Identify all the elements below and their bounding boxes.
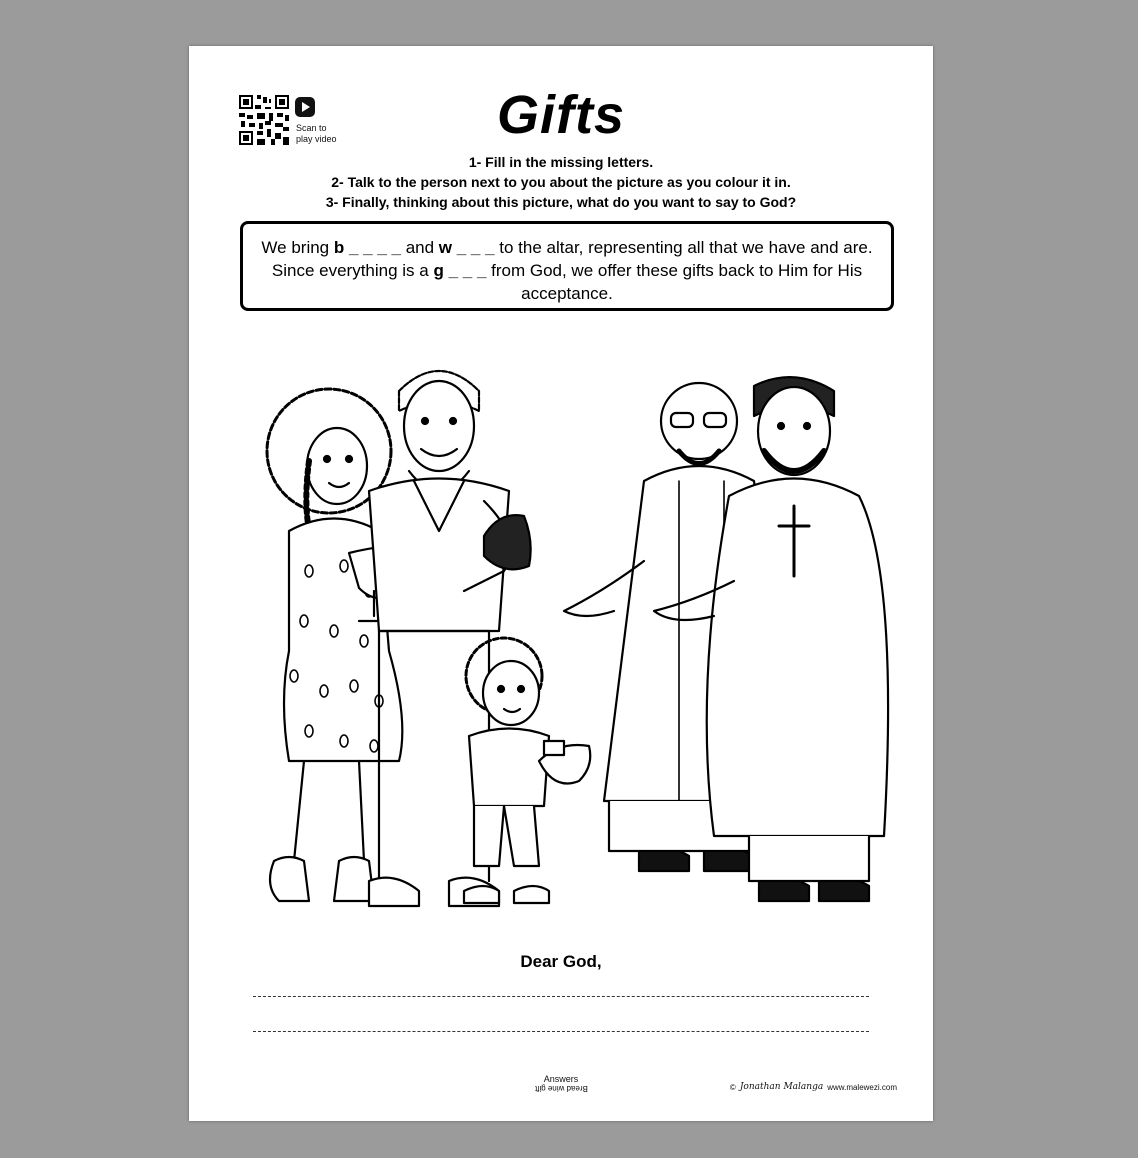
page-title: Gifts — [496, 85, 625, 145]
blank-underscores[interactable]: _ _ _ — [452, 238, 500, 257]
fill-in-sentence-box — [240, 221, 894, 311]
prayer-greeting: Dear God, — [520, 952, 602, 971]
footer-credit — [730, 1082, 897, 1092]
woman-figure — [267, 389, 409, 901]
writing-line[interactable] — [253, 1031, 869, 1032]
scan-caption-line1: Scan to — [296, 123, 327, 133]
blank-letter-g: g — [433, 261, 444, 280]
copyright-symbol: © — [729, 1082, 736, 1092]
blank-letter-b: b — [333, 238, 345, 257]
colouring-illustration[interactable] — [249, 331, 899, 941]
scan-caption-line2: play video — [296, 134, 337, 144]
author-signature: Jonathan Malanga — [739, 1082, 824, 1092]
worksheet-page — [189, 46, 933, 1121]
instruction-item: 2- Talk to the person next to you about the picture as you colour it in. — [331, 174, 791, 190]
blank-underscores[interactable]: _ _ _ _ — [344, 238, 406, 257]
blank-letter-w: w — [438, 238, 453, 257]
instructions-list — [189, 152, 933, 212]
answers-label: Answers — [543, 1074, 579, 1084]
instruction-item: 1- Fill in the missing letters. — [468, 154, 654, 170]
website-link[interactable]: www.malewezi.com — [827, 1082, 897, 1092]
sentence-text: and — [405, 238, 439, 257]
blank-underscores[interactable]: _ _ _ — [443, 261, 492, 280]
boy-figure — [464, 638, 590, 903]
writing-line[interactable] — [253, 996, 869, 997]
sentence-text: to the altar, representing all that we have and are. Since everything is a — [271, 238, 873, 280]
answers-text-upside-down: Bread wine gift — [534, 1084, 588, 1093]
instruction-item: 3- Finally, thinking about this picture, what do you want to say to God? — [325, 194, 797, 210]
sentence-text: We bring — [261, 238, 334, 257]
sentence-text: from God, we offer these gifts back to Him for His acceptance. — [491, 261, 863, 303]
